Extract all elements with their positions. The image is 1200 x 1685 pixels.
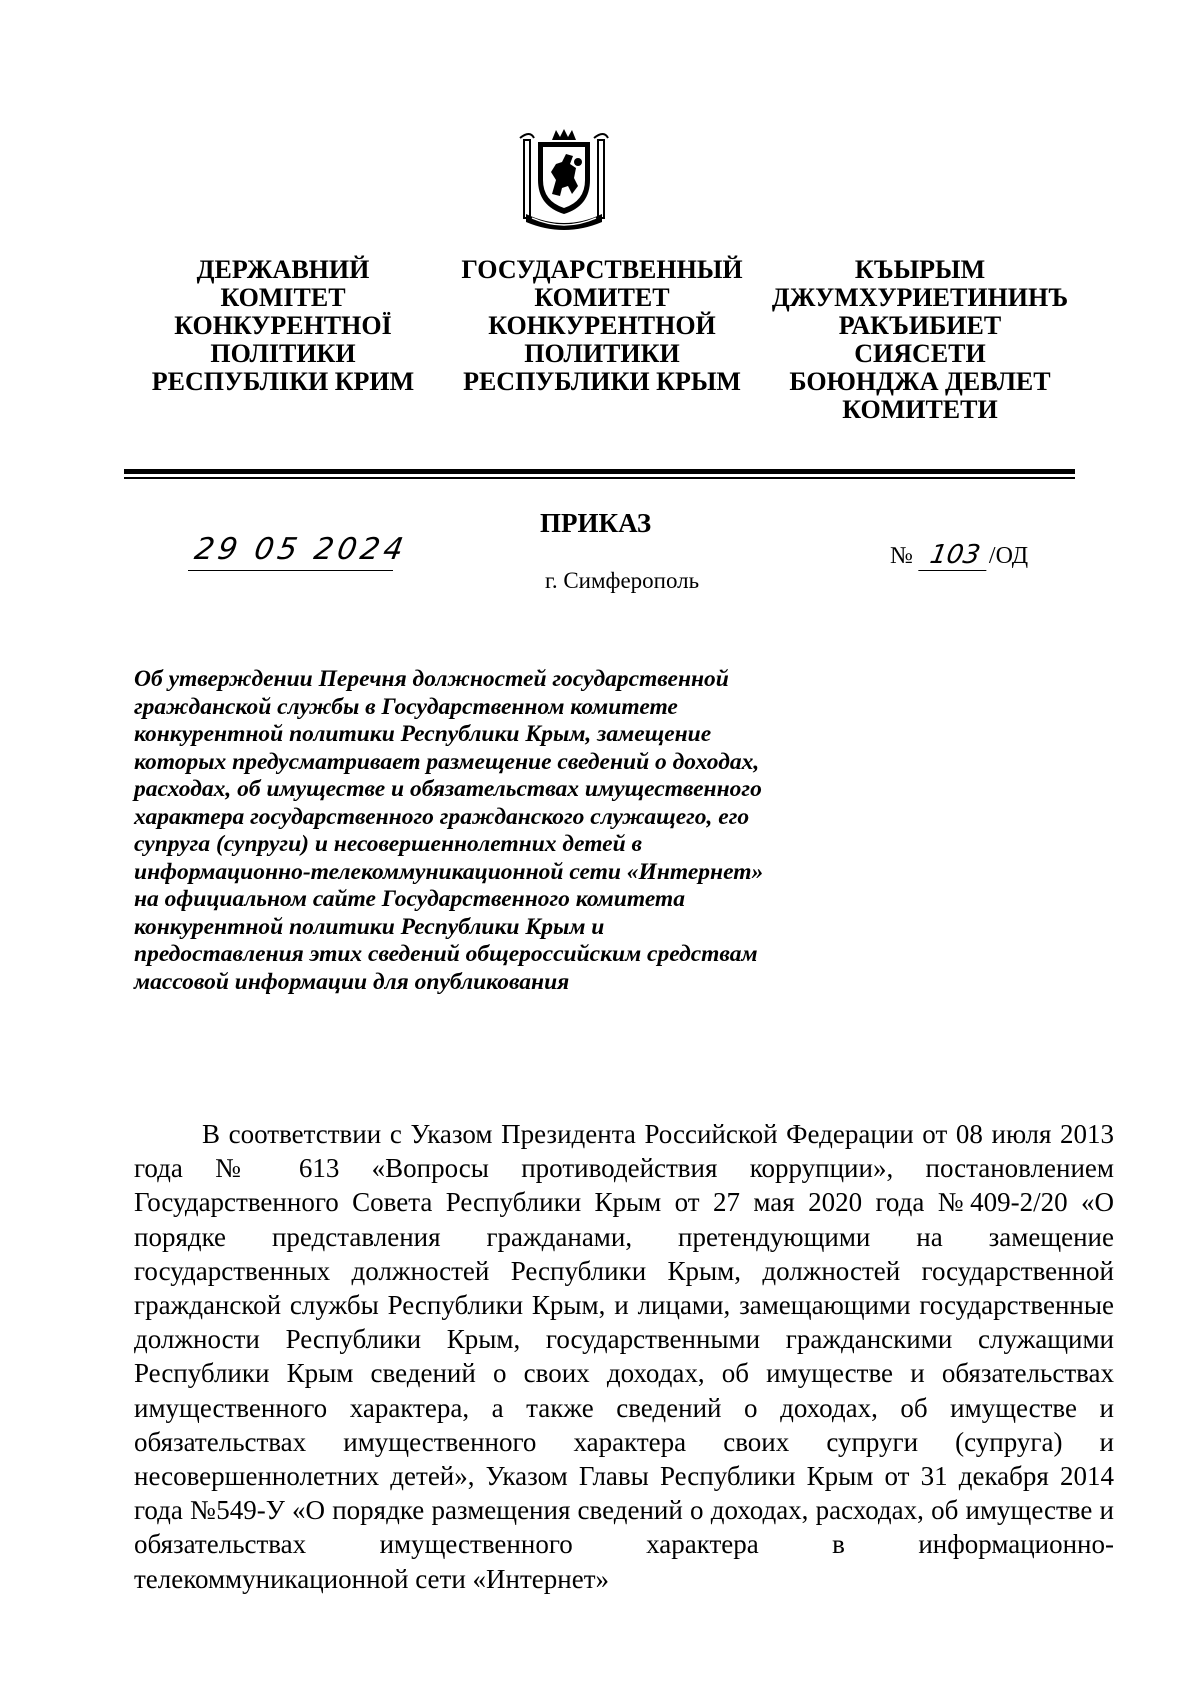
header-crimean-tatar-name: КЪЫРЫМ ДЖУМХУРИЕТИНИНЪ РАКЪИБИЕТ СИЯСЕТИ БОЮНДЖА ДЕВЛЕТ КОМИТЕТИ [771,255,1069,424]
header-divider-thick [124,469,1075,474]
order-number [890,540,1028,571]
order-body-paragraph: В соответствии с Указом Президента Российской Федерации от 08 июля 2013 года № 613 «Вопросы противодействия коррупции», постановлением Государственного Совета Республики Крым от 27 мая 2020 года №409-2/20 «О порядке представления гражданами, претендующими на замещение государственных должностей Республики Крым, должностей государственной гражданской службы Республики Крым, и лицами, замещающими государственные должности Республики Крым, государственными гражданскими служащими Республики Крым сведений о своих доходах, об имуществе и обязательствах имущественного характера, а также сведений о доходах, об имуществе и обязательствах имущественного характера своих супруги (супруга) и несовершеннолетних детей», Указом Главы Республики Крым от 31 декабря 2014 года №549-У «О порядке размещения сведений о доходах, расходах, об имуществе и обязательствах имущественного характера в информационно-телекоммуникационной сети «Интернет» [134,1119,1114,1594]
crimea-coat-of-arms-icon [518,128,610,236]
date-underline [188,570,393,571]
document-type-title: ПРИКАЗ [540,508,652,538]
header-russian-name: ГОСУДАРСТВЕННЫЙ КОМИТЕТ КОНКУРЕНТНОЙ ПОЛИТИКИ РЕСПУБЛИКИ КРЫМ [461,255,743,396]
issue-city: г. Симферополь [545,568,700,593]
order-number-suffix: /ОД [988,543,1029,569]
header-divider-thin [124,477,1075,479]
order-number-handwritten: 103 [918,540,991,571]
number-sign: № [890,543,913,569]
header-ukrainian-name: ДЕРЖАВНИЙ КОМІТЕТ КОНКУРЕНТНОЇ ПОЛІТИКИ РЕСПУБЛІКИ КРИМ [151,255,415,396]
order-date-handwritten: 29 05 2024 [191,532,410,567]
order-subject: Об утверждении Перечня должностей государственной гражданской службы в Государственном комитете конкурентной политики Республики Крым, замещение которых предусматривает размещение сведений о доходах, расходах, об имуществе и обязательствах имущественного характера государственного гражданского служащего, его супруга (супруги) и несовершеннолетних детей в информационно-телекоммуникационной сети «Интернет» на официальном сайте Государственного комитета конкурентной политики Республики Крым и предоставления этих сведений общероссийским средствам массовой информации для опубликования [134,666,764,995]
